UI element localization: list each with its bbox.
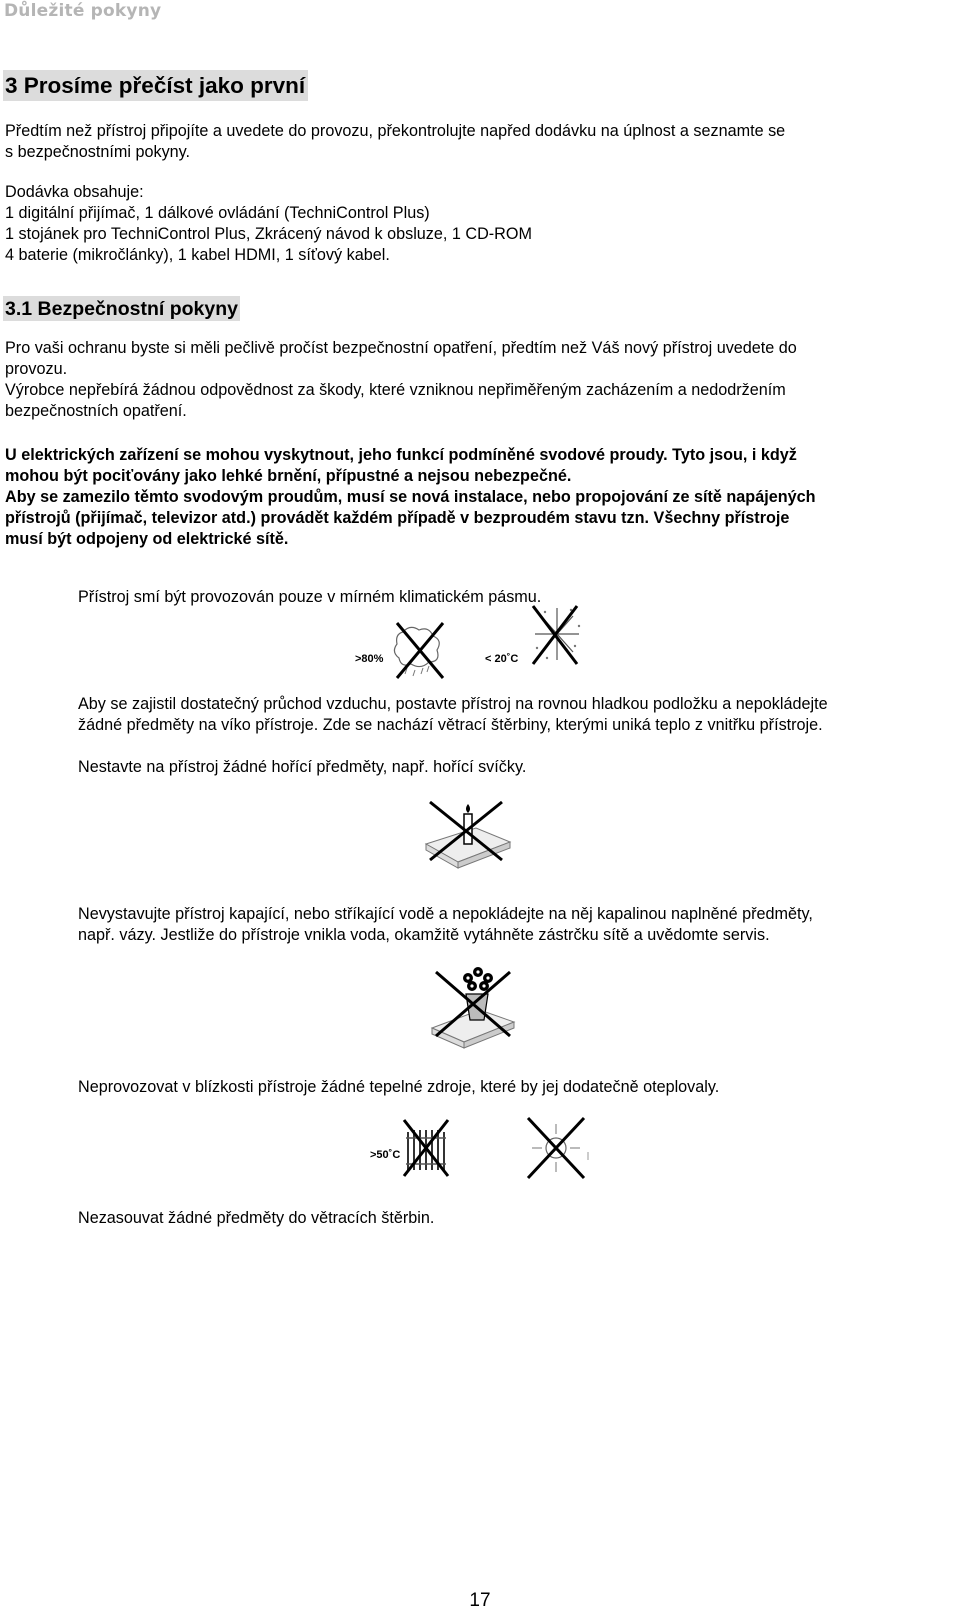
slots-text: Nezasouvat žádné předměty do větracích štěrbin. xyxy=(78,1209,435,1227)
no-vase-icon xyxy=(428,964,528,1056)
heat-text: Neprovozovat v blízkosti přístroje žádné tepelné zdroje, které by jej dodatečně oteplovaly. xyxy=(78,1078,720,1096)
warning-line: musí být odpojeny od elektrické sítě. xyxy=(5,530,289,548)
cold-label: < 20˚C xyxy=(485,653,519,665)
slots-note xyxy=(78,1208,948,1229)
humidity-warning-icon xyxy=(355,622,455,684)
contents-line: 4 baterie (mikročlánky), 1 kabel HDMI, 1 síťový kabel. xyxy=(5,246,390,264)
heat-note xyxy=(78,1077,948,1098)
liquids-line: např. vázy. Jestliže do přístroje vnikla voda, okamžitě vytáhněte zástrčku sítě a uvědomte servis. xyxy=(78,926,770,944)
heat-label: >50˚C xyxy=(370,1149,401,1161)
cold-warning-icon xyxy=(485,602,595,684)
protection-line: Výrobce nepřebírá žádnou odpovědnost za škody, které vzniknou nepřiměřeným zacházením a nedodržením xyxy=(5,381,786,399)
contents-line: 1 stojánek pro TechniControl Plus, Zkrácený návod k obsluze, 1 CD-ROM xyxy=(5,225,532,243)
warning-line: Aby se zamezilo těmto svodovým proudům, musí se nová instalace, nebo propojování ze sítě napájených xyxy=(5,488,816,506)
liquids-note xyxy=(78,904,948,946)
intro-line: Předtím než přístroj připojíte a uvedete do provozu, překontrolujte napřed dodávku na úplnost a seznamte se xyxy=(5,122,786,140)
section-heading: 3 Prosíme přečíst jako první xyxy=(3,70,308,101)
candles-note xyxy=(78,757,948,778)
no-sun-icon xyxy=(522,1116,592,1182)
candles-text: Nestavte na přístroj žádné hořící předměty, např. hořící svíčky. xyxy=(78,758,527,776)
intro-line: s bezpečnostními pokyny. xyxy=(5,143,191,161)
no-radiator-icon xyxy=(370,1118,470,1180)
protection-line: Pro vaši ochranu byste si měli pečlivě pročíst bezpečnostní opatření, předtím než Váš nový přístroj uvedete do xyxy=(5,339,797,357)
protection-line: bezpečnostních opatření. xyxy=(5,402,187,420)
ventilation-line: Aby se zajistil dostatečný průchod vzduchu, postavte přístroj na rovnou hladkou podložku a nepokládejte xyxy=(78,695,828,713)
liquids-line: Nevystavujte přístroj kapající, nebo stříkající vodě a nepokládejte na něj kapalinou naplněné předměty, xyxy=(78,905,813,923)
protection-paragraph xyxy=(5,338,945,422)
ventilation-line: žádné předměty na víko přístroje. Zde se nachází větrací štěrbiny, kterými uniká teplo z vnitřku přístroje. xyxy=(78,716,823,734)
package-contents xyxy=(5,182,945,266)
protection-line: provozu. xyxy=(5,360,68,378)
subsection-heading: 3.1 Bezpečnostní pokyny xyxy=(5,298,238,320)
climate-text: Přístroj smí být provozován pouze v mírném klimatickém pásmu. xyxy=(78,588,542,606)
no-candle-icon xyxy=(418,796,518,878)
warning-line: U elektrických zařízení se mohou vyskytnout, jeho funkcí podmíněné svodové proudy. Tyto jsou, i když xyxy=(5,446,797,464)
warning-line: přístrojů (přijímač, televizor atd.) provádět každém případě v bezproudém stavu tzn. Všechny přístroje xyxy=(5,509,790,527)
ventilation-note xyxy=(78,694,948,736)
page-number: 17 xyxy=(469,1590,491,1611)
contents-line: 1 digitální přijímač, 1 dálkové ovládání (TechniControl Plus) xyxy=(5,204,430,222)
intro-paragraph xyxy=(5,121,945,163)
warning-line: mohou být pociťovány jako lehké brnění, přípustné a nejsou nebezpečné. xyxy=(5,467,572,485)
leakage-current-warning xyxy=(5,445,945,550)
humidity-label: >80% xyxy=(355,653,384,665)
running-header: Důležité pokyny xyxy=(4,1,162,21)
contents-line: Dodávka obsahuje: xyxy=(5,183,144,201)
